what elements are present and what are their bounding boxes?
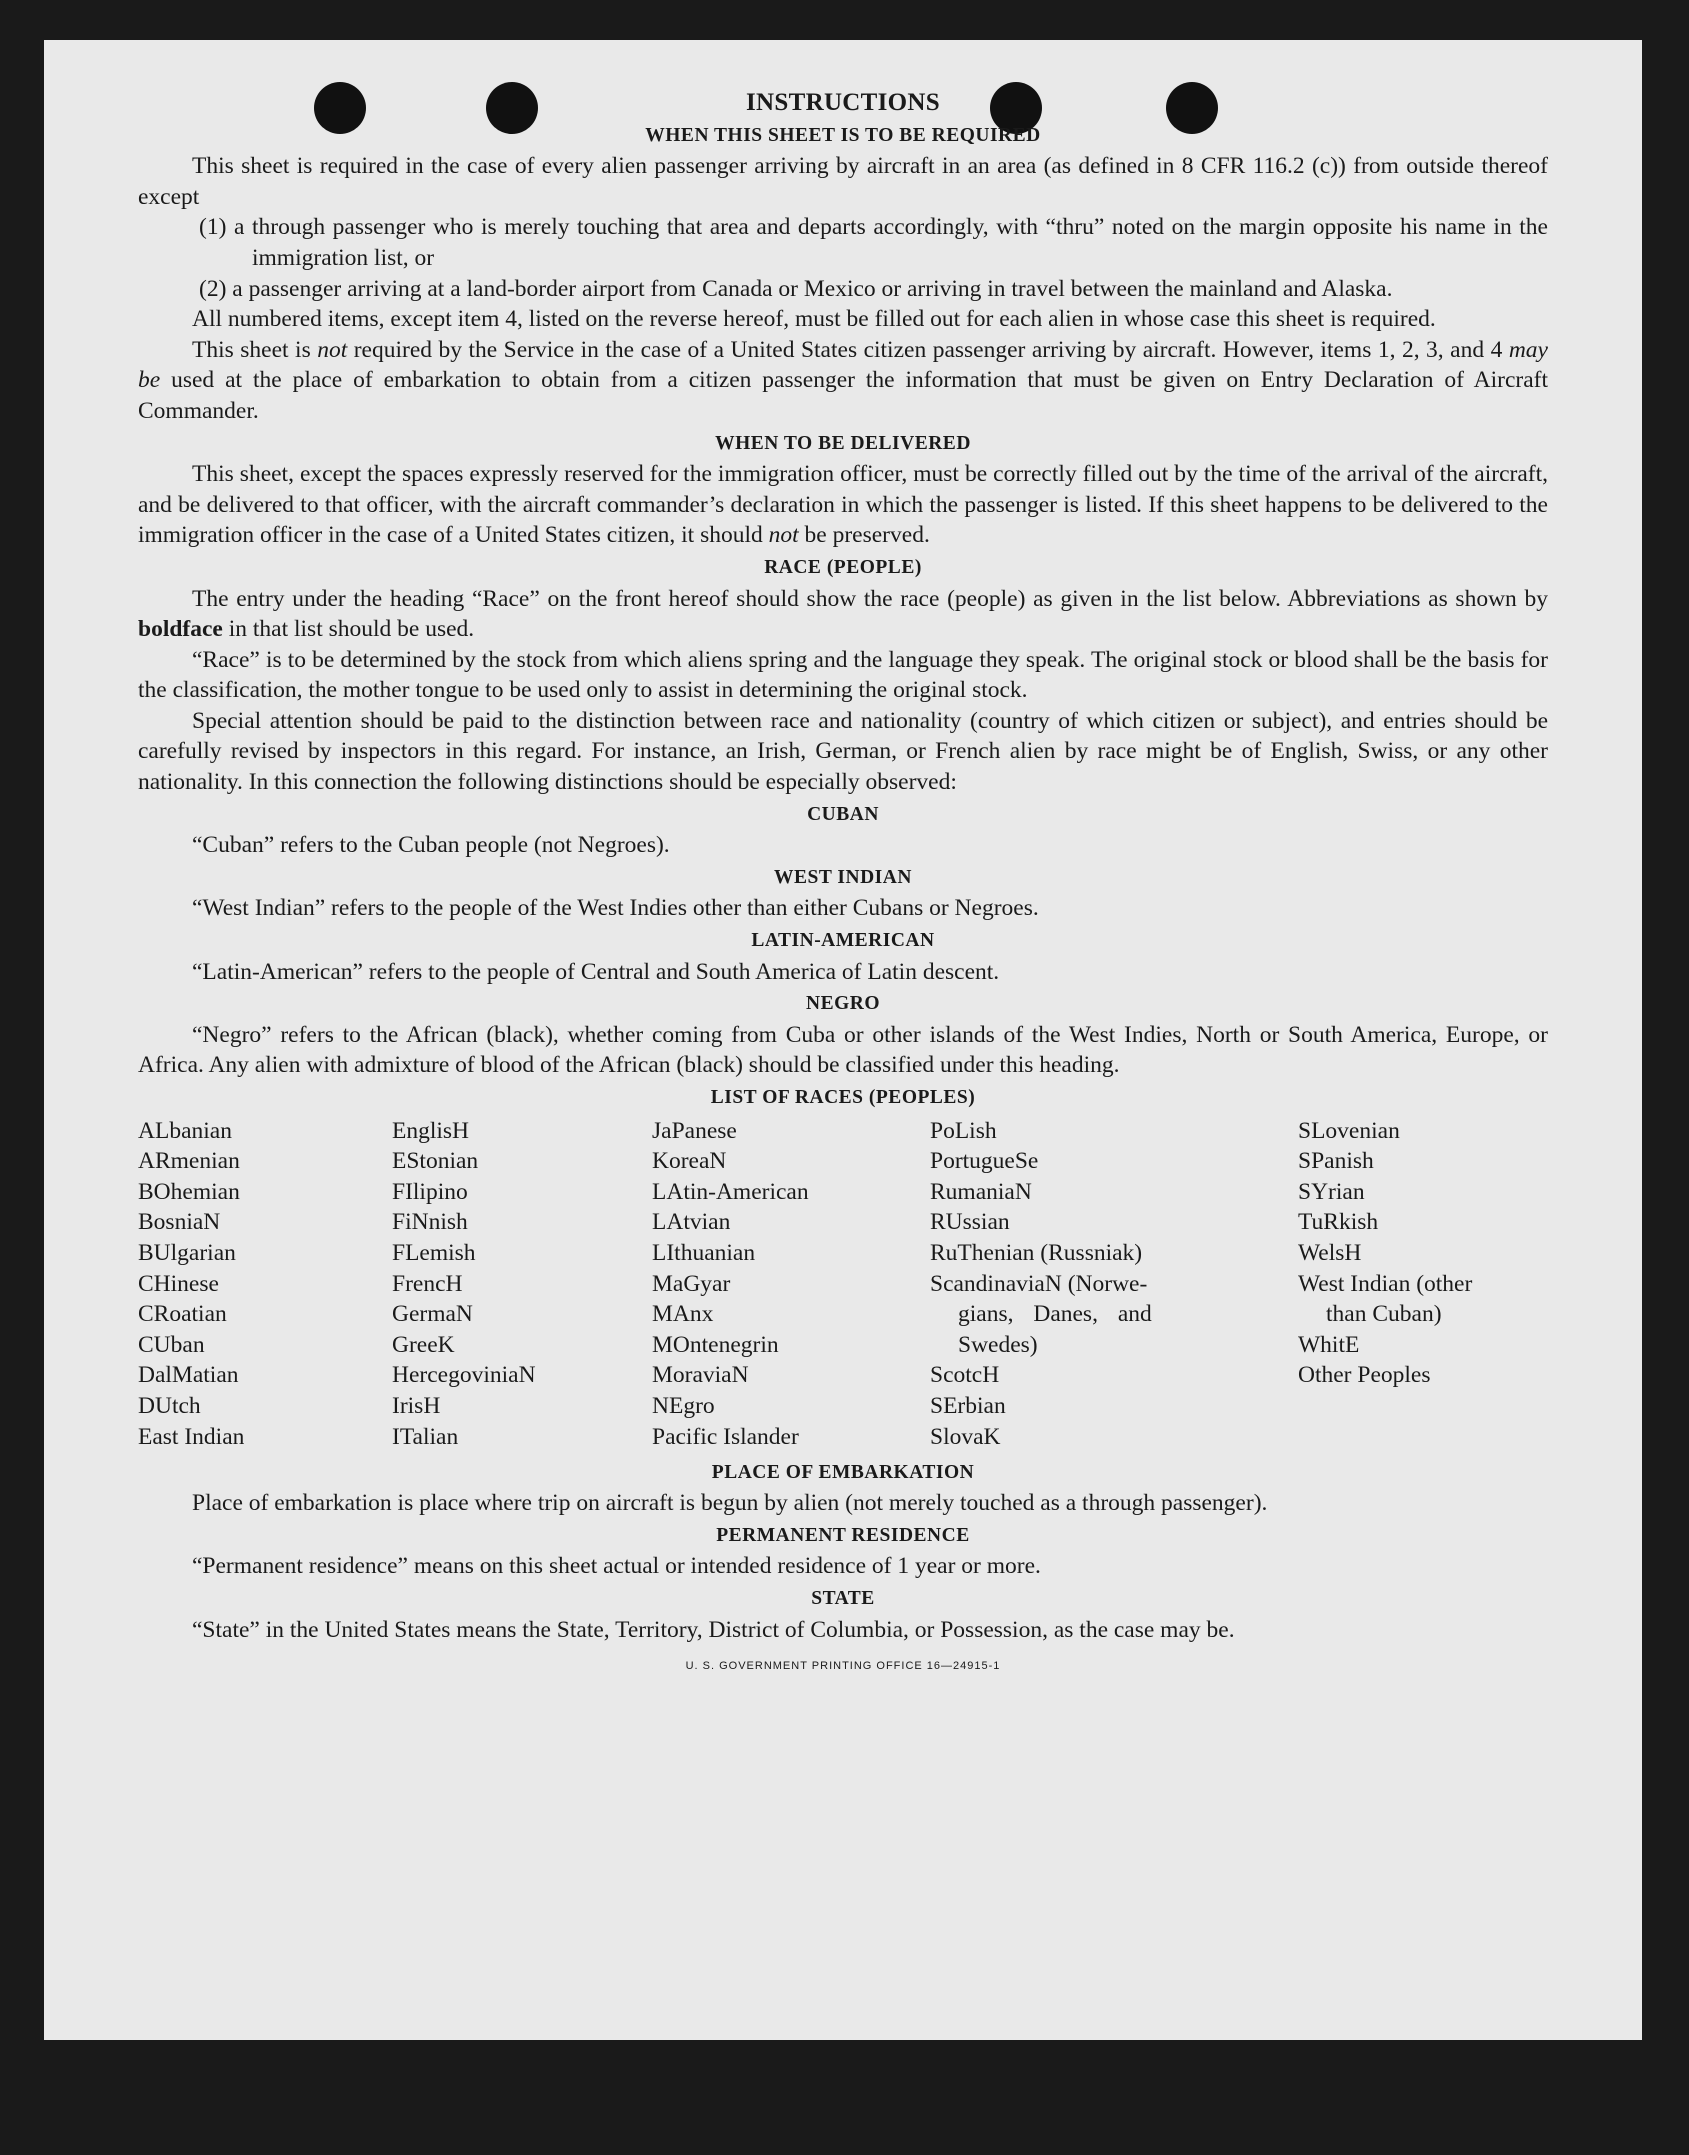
- emphasis: not: [317, 336, 348, 363]
- race-entry: CHinese: [138, 1270, 219, 1297]
- heading-when-delivered: WHEN TO BE DELIVERED: [715, 432, 971, 454]
- race-entry: EStonian: [392, 1148, 479, 1175]
- text-span: required by the Service in the case of a United States citizen passenger arriving by aircraft. However, items 1, 2, 3, and 4: [347, 336, 1509, 363]
- bold-text: boldface: [138, 616, 223, 643]
- printer-imprint: U. S. GOVERNMENT PRINTING OFFICE 16—24915-1: [685, 1660, 1001, 1673]
- paragraph: This sheet is required in the case of every alien passenger arriving by aircraft in an area (as defined in 8 CFR 116.2 (c)) from outside thereof except: [138, 153, 1548, 210]
- paragraph: All numbered items, except item 4, listed on the reverse hereof, must be filled out for each alien in whose case this sheet is required.: [192, 306, 1436, 333]
- race-entry: WhitE: [1298, 1331, 1360, 1358]
- race-entry: FIlipino: [392, 1178, 468, 1205]
- paragraph: [138, 584, 1548, 645]
- paragraph: “State” in the United States means the State, Territory, District of Columbia, or Possession, as the case may be.: [192, 1616, 1235, 1643]
- race-entry: WelsH: [1298, 1239, 1362, 1266]
- race-entry: East Indian: [138, 1423, 245, 1450]
- race-entry: LAtin-American: [652, 1178, 809, 1205]
- race-entry: Other Peoples: [1298, 1362, 1431, 1389]
- race-entry: BosniaN: [138, 1209, 221, 1236]
- paragraph: “Negro” refers to the African (black), whether coming from Cuba or other islands of the West Indies, North or South America, Europe, or Africa. Any alien with admixture of blood of the African (black) should be classified under this heading.: [138, 1021, 1548, 1079]
- list-item: (1) a through passenger who is merely touching that area and departs accordingly, with “thru” noted on the margin opposite his name in the immigration list, or: [199, 214, 1548, 271]
- list-item: (2) a passenger arriving at a land-border airport from Canada or Mexico or arriving in travel between the mainland and Alaska.: [199, 275, 1393, 302]
- race-entry: GermaN: [392, 1301, 473, 1328]
- race-entry: LAtvian: [652, 1209, 731, 1236]
- race-entry: EnglisH: [392, 1117, 470, 1144]
- document-sheet: [44, 40, 1642, 2040]
- race-entry: NEgro: [652, 1392, 715, 1419]
- race-entry: RumaniaN: [930, 1178, 1032, 1205]
- race-entry: DalMatian: [138, 1362, 239, 1389]
- heading-cuban: CUBAN: [807, 803, 879, 825]
- emphasis: may be: [138, 336, 1548, 394]
- race-entry: ARmenian: [138, 1148, 240, 1175]
- race-entry: Pacific Islander: [652, 1423, 799, 1450]
- paragraph: “West Indian” refers to the people of the West Indies other than either Cubans or Negroes.: [192, 895, 1039, 922]
- race-list: [138, 1116, 1548, 1456]
- race-entry: DUtch: [138, 1392, 201, 1419]
- instructions-body: [138, 88, 1548, 1682]
- race-entry: BUlgarian: [138, 1239, 236, 1266]
- paragraph: “Latin-American” refers to the people of Central and South America of Latin descent.: [192, 958, 1000, 985]
- heading-negro: NEGRO: [805, 993, 880, 1015]
- emphasis: not: [768, 522, 799, 549]
- race-entry: FrencH: [392, 1270, 463, 1297]
- race-entry: FiNnish: [392, 1209, 468, 1236]
- text-span: The entry under the heading “Race” on the front hereof should show the race (people) as given in the list below. Abbreviations as shown by: [192, 585, 1548, 612]
- race-column: [652, 1116, 809, 1453]
- race-entry: Swedes): [958, 1331, 1038, 1358]
- paragraph: “Cuban” refers to the Cuban people (not Negroes).: [192, 832, 670, 859]
- race-entry: SlovaK: [930, 1423, 1001, 1450]
- race-entry: HercegoviniaN: [392, 1362, 536, 1389]
- race-entry: ScotcH: [930, 1362, 1000, 1389]
- race-entry: ALbanian: [138, 1117, 232, 1144]
- race-column: [138, 1116, 244, 1453]
- race-entry: RuThenian (Russniak): [930, 1239, 1143, 1266]
- heading-embarkation: PLACE OF EMBARKATION: [711, 1461, 975, 1483]
- race-entry: West Indian (other: [1298, 1270, 1473, 1297]
- paragraph: [138, 335, 1548, 427]
- race-entry: than Cuban): [1326, 1301, 1442, 1328]
- race-entry: TuRkish: [1298, 1209, 1379, 1236]
- race-entry: PortugueSe: [930, 1148, 1039, 1175]
- race-entry: PoLish: [930, 1117, 997, 1144]
- heading-residence: PERMANENT RESIDENCE: [716, 1524, 970, 1546]
- heading-when-required: WHEN THIS SHEET IS TO BE REQUIRED: [645, 124, 1041, 146]
- race-entry: SPanish: [1298, 1148, 1374, 1175]
- text-span: in that list should be used.: [222, 616, 475, 643]
- text-span: used at the place of embarkation to obtain from a citizen passenger the information that must be given on Entry Declaration of Aircraft Commander.: [138, 367, 1548, 424]
- race-entry: KoreaN: [652, 1148, 727, 1175]
- race-entry: LIthuanian: [652, 1239, 756, 1266]
- race-entry: GreeK: [392, 1331, 455, 1358]
- race-column: [930, 1116, 1230, 1453]
- race-entry: SYrian: [1298, 1178, 1365, 1205]
- page-title: INSTRUCTIONS: [746, 89, 940, 116]
- text-span: This sheet is: [192, 336, 318, 363]
- text-span: be preserved.: [798, 522, 930, 549]
- paragraph: [138, 459, 1548, 551]
- paragraph: “Permanent residence” means on this sheet actual or intended residence of 1 year or more.: [192, 1553, 1041, 1580]
- race-column: [1298, 1116, 1548, 1391]
- paragraph: Special attention should be paid to the distinction between race and nationality (country of which citizen or subject), and entries should be carefully revised by inspectors in this regard. For instance, an Irish, German, or French alien by race might be of English, Swiss, or any other nationality. In this connection the following distinctions should be especially observed:: [138, 707, 1548, 796]
- race-entry: JaPanese: [652, 1117, 737, 1144]
- race-entry: MAnx: [652, 1301, 714, 1328]
- race-entry: MOntenegrin: [652, 1331, 779, 1358]
- race-entry: ITalian: [392, 1423, 459, 1450]
- race-entry: IrisH: [392, 1392, 441, 1419]
- race-entry: BOhemian: [138, 1178, 240, 1205]
- race-entry: gians, Danes, and: [958, 1301, 1152, 1328]
- heading-west-indian: WEST INDIAN: [774, 866, 912, 888]
- race-entry: CRoatian: [138, 1301, 227, 1328]
- race-entry: SErbian: [930, 1392, 1006, 1419]
- heading-race: RACE (PEOPLE): [764, 556, 922, 578]
- paragraph: “Race” is to be determined by the stock from which aliens spring and the language they speak. The original stock or blood shall be the basis for the classification, the mother tongue to be used only to assist in determining the original stock.: [138, 646, 1548, 704]
- paragraph: Place of embarkation is place where trip on aircraft is begun by alien (not merely touched as a through passenger).: [192, 1490, 1268, 1517]
- race-column: [392, 1116, 536, 1453]
- heading-latin-american: LATIN-AMERICAN: [751, 930, 935, 952]
- heading-state: STATE: [811, 1587, 875, 1609]
- race-entry: SLovenian: [1298, 1117, 1400, 1144]
- race-entry: CUban: [138, 1331, 205, 1358]
- race-entry: MoraviaN: [652, 1362, 749, 1389]
- race-entry: ScandinaviaN (Norwe-: [930, 1270, 1148, 1297]
- race-entry: RUssian: [930, 1209, 1010, 1236]
- race-entry: MaGyar: [652, 1270, 731, 1297]
- text-span: This sheet, except the spaces expressly reserved for the immigration officer, must be correctly filled out by the time of the arrival of the aircraft, and be delivered to that officer, with the aircraft commander’s declaration in which the passenger is listed. If this sheet happens to be delivered to the immigration officer in the case of a United States citizen, it should: [138, 461, 1548, 549]
- heading-list-of-races: LIST OF RACES (PEOPLES): [710, 1087, 976, 1108]
- race-entry: FLemish: [392, 1239, 476, 1266]
